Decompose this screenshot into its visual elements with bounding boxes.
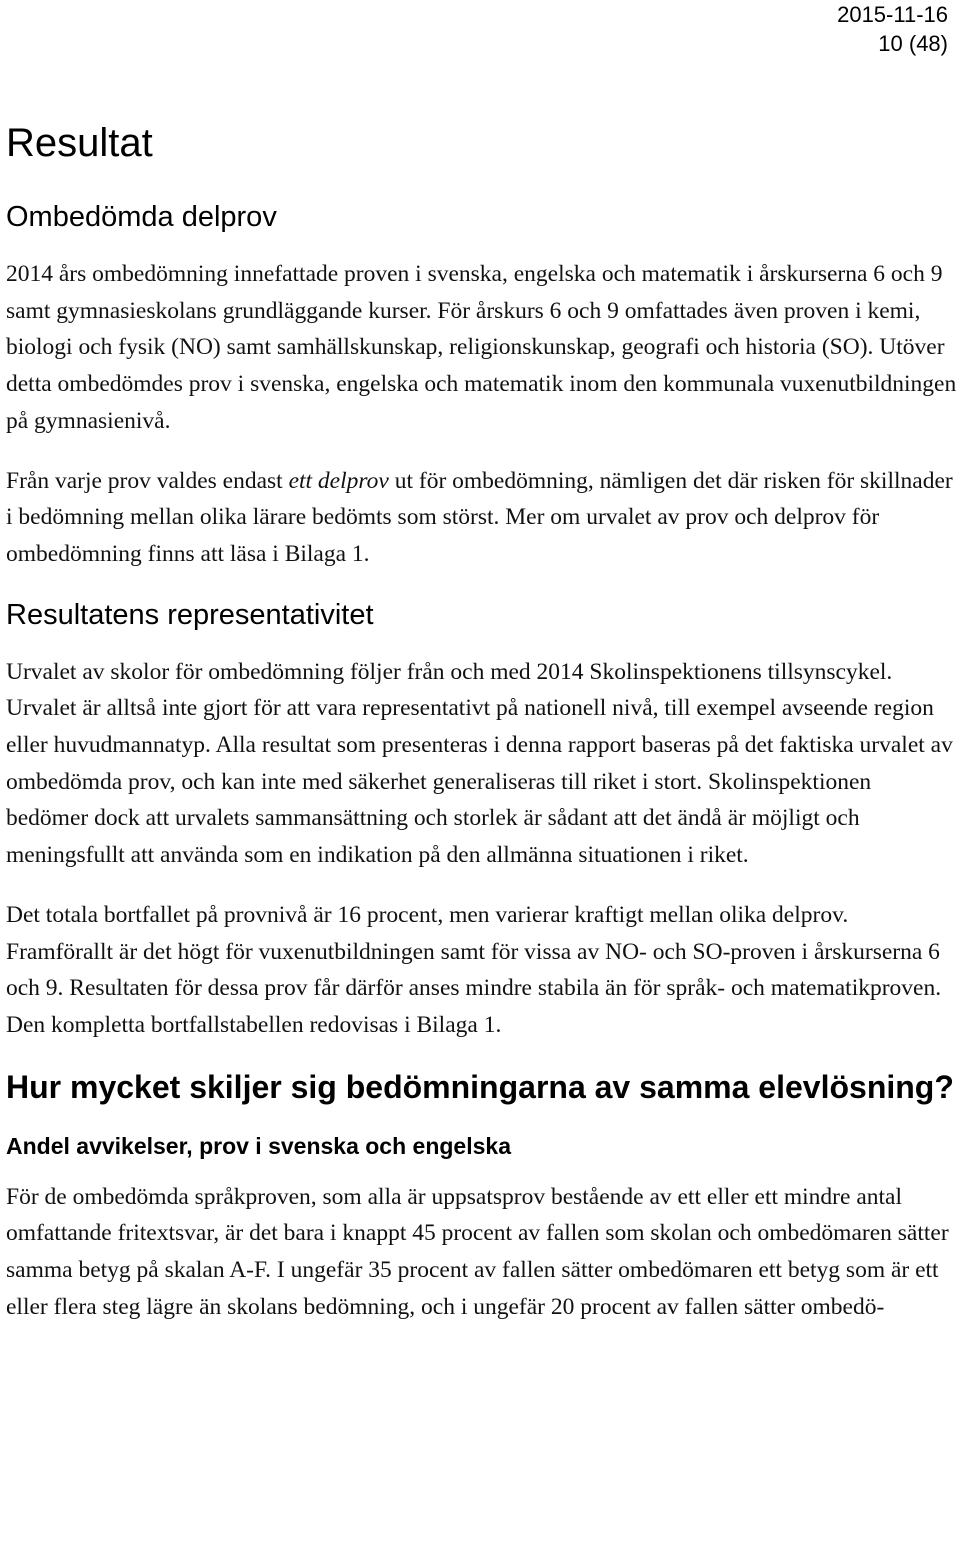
header-page-number: 10 (48)	[878, 31, 948, 56]
document-body	[6, 118, 958, 1348]
page-title: Resultat	[6, 121, 153, 165]
section-heading-ombedomda: Ombedömda delprov	[6, 201, 277, 233]
paragraph-text: ut för ombedömning, nämligen det där risken för skillnader i bedömning mellan olika lärare bedömts som störst. Mer om urvalet av prov och delprov för ombedömning finns att läsa i Bilaga 1.	[6, 467, 953, 567]
paragraph	[6, 463, 958, 573]
section-heading-representativitet: Resultatens representativitet	[6, 598, 374, 631]
paragraph: Urvalet av skolor för ombedömning följer från och med 2014 Skolinspektionens tillsynscykel. Urvalet är alltså inte gjort för att vara representativt på nationell nivå, till exempel avseende region eller huvudmannatyp. Alla resultat som presenteras i denna rapport baseras på det faktiska urvalet av ombedömda prov, och kan inte med säkerhet generaliseras till riket i stort. Skolinspektionen bedömer dock att urvalets sammansättning och storlek är sådant att det ändå är möjligt och meningsfullt att använda som en indikation på den allmänna situationen i riket.	[6, 658, 953, 869]
subsection-heading: Andel avvikelser, prov i svenska och engelska	[6, 1132, 511, 1159]
paragraph: För de ombedömda språkproven, som alla är uppsatsprov bestående av ett eller ett mindre antal omfattande fritextsvar, är det bara i knappt 45 procent av fallen som skolan och ombedömaren sätter samma betyg på skalan A-F. I ungefär 35 procent av fallen sätter ombedömaren ett betyg som är ett eller flera steg lägre än skolans bedömning, och i ungefär 20 procent av fallen sätter ombedö-	[6, 1183, 949, 1320]
emphasis-text: ett delprov	[288, 467, 389, 494]
section-heading-skiljer: Hur mycket skiljer sig bedömningarna av samma elevlösning?	[6, 1068, 954, 1105]
paragraph: 2014 års ombedömning innefattade proven i svenska, engelska och matematik i årskurserna 6 och 9 samt gymnasieskolans grundläggande kurser. För årskurs 6 och 9 omfattades även proven i kemi, biologi och fysik (NO) samt samhällskunskap, religionskunskap, geografi och historia (SO). Utöver detta ombedömdes prov i svenska, engelska och matematik inom den kommunala vuxenutbildningen på gymnasienivå.	[6, 261, 957, 434]
page-header	[837, 0, 948, 58]
paragraph-text: Från varje prov valdes endast	[6, 467, 289, 494]
header-date: 2015-11-16	[837, 2, 948, 27]
paragraph: Det totala bortfallet på provnivå är 16 procent, men varierar kraftigt mellan olika delprov. Framförallt är det högt för vuxenutbildningen samt för vissa av NO- och SO-proven i årskurserna 6 och 9. Resultaten för dessa prov får därför anses mindre stabila än för språk- och matematikproven. Den kompletta bortfallstabellen redovisas i Bilaga 1.	[6, 901, 942, 1038]
